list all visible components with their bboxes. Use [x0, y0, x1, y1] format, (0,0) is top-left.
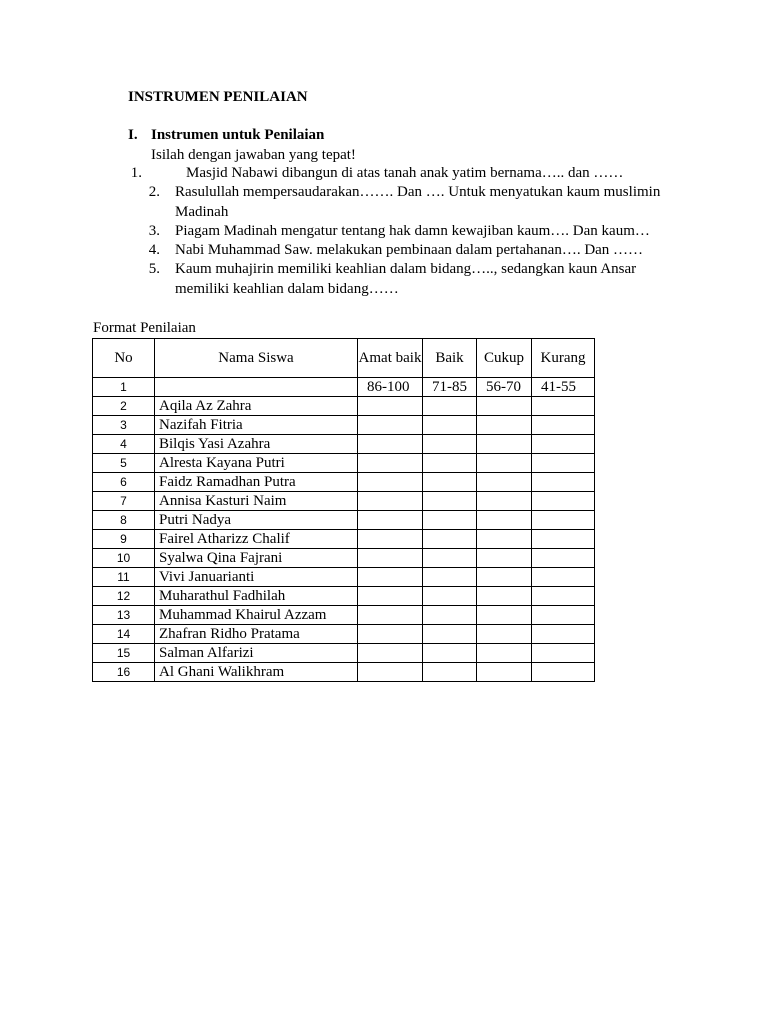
student-name: Salman Alfarizi — [155, 644, 358, 663]
row-number: 2 — [93, 397, 155, 416]
question-text: Nabi Muhammad Saw. melakukan pembinaan dalam pertahanan…. Dan …… — [175, 242, 644, 259]
grade-kurang-cell — [532, 644, 595, 663]
row-number: 8 — [93, 511, 155, 530]
table-row — [93, 397, 595, 416]
grade-kurang-cell — [532, 530, 595, 549]
grade-baik-cell — [423, 644, 477, 663]
grade-amat-baik-cell — [358, 435, 423, 454]
row-number: 16 — [93, 663, 155, 682]
grade-cukup-cell — [477, 435, 532, 454]
grade-amat-baik-cell — [358, 587, 423, 606]
row-number: 6 — [93, 473, 155, 492]
grade-table — [92, 338, 595, 682]
grade-baik-cell — [423, 568, 477, 587]
table-row — [93, 549, 595, 568]
table-row — [93, 530, 595, 549]
student-name: Syalwa Qina Fajrani — [155, 549, 358, 568]
range-baik: 71-85 — [423, 378, 477, 397]
grade-cukup-cell — [477, 663, 532, 682]
grade-amat-baik-cell — [358, 663, 423, 682]
section-heading — [128, 126, 324, 144]
student-name: Fairel Atharizz Chalif — [155, 530, 358, 549]
page-title: INSTRUMEN PENILAIAN — [128, 89, 308, 105]
grade-amat-baik-cell — [358, 530, 423, 549]
grade-cukup-cell — [477, 492, 532, 511]
header-no: No — [93, 339, 155, 378]
grade-baik-cell — [423, 435, 477, 454]
row-number: 5 — [93, 454, 155, 473]
table-row — [93, 473, 595, 492]
grade-kurang-cell — [532, 492, 595, 511]
student-name: Bilqis Yasi Azahra — [155, 435, 358, 454]
grade-kurang-cell — [532, 511, 595, 530]
grade-cukup-cell — [477, 568, 532, 587]
question-text: Kaum muhajirin memiliki keahlian dalam bidang….., sedangkan kaun Ansar memiliki keahlian dalam bidang…… — [175, 261, 637, 297]
row-number: 1 — [93, 378, 155, 397]
range-row — [93, 378, 595, 397]
question-number: 3. — [148, 222, 160, 239]
student-name: Vivi Januarianti — [155, 568, 358, 587]
grade-baik-cell — [423, 397, 477, 416]
section-heading-text: Instrumen untuk Penilaian — [151, 127, 325, 143]
grade-amat-baik-cell — [358, 473, 423, 492]
grade-cukup-cell — [477, 587, 532, 606]
question-item — [0, 241, 768, 260]
table-row — [93, 606, 595, 625]
table-row — [93, 492, 595, 511]
student-name — [155, 378, 358, 397]
range-cukup: 56-70 — [477, 378, 532, 397]
grade-cukup-cell — [477, 530, 532, 549]
row-number: 9 — [93, 530, 155, 549]
grade-amat-baik-cell — [358, 511, 423, 530]
header-kurang: Kurang — [532, 339, 595, 378]
row-number: 3 — [93, 416, 155, 435]
student-name: Aqila Az Zahra — [155, 397, 358, 416]
table-row — [93, 435, 595, 454]
grade-amat-baik-cell — [358, 625, 423, 644]
student-name: Muhammad Khairul Azzam — [155, 606, 358, 625]
table-row — [93, 644, 595, 663]
grade-cukup-cell — [477, 606, 532, 625]
grade-cukup-cell — [477, 549, 532, 568]
grade-baik-cell — [423, 625, 477, 644]
grade-baik-cell — [423, 587, 477, 606]
question-item — [0, 164, 768, 183]
grade-amat-baik-cell — [358, 549, 423, 568]
grade-baik-cell — [423, 473, 477, 492]
grade-kurang-cell — [532, 549, 595, 568]
table-row — [93, 625, 595, 644]
student-name: Alresta Kayana Putri — [155, 454, 358, 473]
question-item — [0, 183, 768, 222]
header-cukup: Cukup — [477, 339, 532, 378]
grade-amat-baik-cell — [358, 568, 423, 587]
grade-kurang-cell — [532, 606, 595, 625]
grade-amat-baik-cell — [358, 454, 423, 473]
row-number: 4 — [93, 435, 155, 454]
grade-kurang-cell — [532, 587, 595, 606]
student-name: Zhafran Ridho Pratama — [155, 625, 358, 644]
question-list — [0, 164, 768, 299]
grade-baik-cell — [423, 549, 477, 568]
range-kurang: 41-55 — [532, 378, 595, 397]
question-number: 1. — [130, 165, 142, 181]
row-number: 15 — [93, 644, 155, 663]
grade-amat-baik-cell — [358, 397, 423, 416]
table-row — [93, 568, 595, 587]
table-row — [93, 587, 595, 606]
header-name: Nama Siswa — [155, 339, 358, 378]
grade-kurang-cell — [532, 568, 595, 587]
row-number: 12 — [93, 587, 155, 606]
grade-baik-cell — [423, 416, 477, 435]
range-amat-baik: 86-100 — [358, 378, 423, 397]
grade-cukup-cell — [477, 397, 532, 416]
grade-baik-cell — [423, 663, 477, 682]
student-name: Muharathul Fadhilah — [155, 587, 358, 606]
grade-cukup-cell — [477, 416, 532, 435]
table-row — [93, 663, 595, 682]
grade-baik-cell — [423, 606, 477, 625]
student-name: Nazifah Fitria — [155, 416, 358, 435]
row-number: 13 — [93, 606, 155, 625]
header-amat-baik: Amat baik — [358, 339, 423, 378]
student-name: Putri Nadya — [155, 511, 358, 530]
question-number: 5. — [148, 261, 160, 278]
grade-cukup-cell — [477, 511, 532, 530]
grade-baik-cell — [423, 454, 477, 473]
section-number: I. — [128, 127, 138, 143]
grade-kurang-cell — [532, 473, 595, 492]
row-number: 10 — [93, 549, 155, 568]
table-row — [93, 511, 595, 530]
grade-kurang-cell — [532, 416, 595, 435]
question-text: Masjid Nabawi dibangun di atas tanah anak yatim bernama….. dan …… — [186, 165, 624, 181]
grade-cukup-cell — [477, 454, 532, 473]
student-name: Al Ghani Walikhram — [155, 663, 358, 682]
grade-kurang-cell — [532, 625, 595, 644]
table-header-row — [93, 339, 595, 378]
grade-kurang-cell — [532, 397, 595, 416]
question-text: Rasulullah mempersaudarakan……. Dan …. Untuk menyatukan kaum muslimin Madinah — [175, 184, 661, 220]
question-item — [0, 260, 768, 299]
row-number: 7 — [93, 492, 155, 511]
instruction-text: Isilah dengan jawaban yang tepat! — [151, 147, 356, 163]
header-baik: Baik — [423, 339, 477, 378]
table-row — [93, 454, 595, 473]
question-item — [0, 222, 768, 241]
grade-baik-cell — [423, 492, 477, 511]
grade-kurang-cell — [532, 435, 595, 454]
grade-amat-baik-cell — [358, 644, 423, 663]
row-number: 14 — [93, 625, 155, 644]
grade-kurang-cell — [532, 663, 595, 682]
format-title: Format Penilaian — [93, 320, 196, 336]
question-number: 4. — [148, 242, 160, 259]
student-name: Annisa Kasturi Naim — [155, 492, 358, 511]
grade-baik-cell — [423, 511, 477, 530]
grade-amat-baik-cell — [358, 416, 423, 435]
table-row — [93, 416, 595, 435]
grade-amat-baik-cell — [358, 606, 423, 625]
grade-baik-cell — [423, 530, 477, 549]
grade-cukup-cell — [477, 644, 532, 663]
question-number: 2. — [148, 184, 160, 201]
student-name: Faidz Ramadhan Putra — [155, 473, 358, 492]
question-text: Piagam Madinah mengatur tentang hak damn kewajiban kaum…. Dan kaum… — [175, 222, 650, 239]
grade-cukup-cell — [477, 473, 532, 492]
grade-amat-baik-cell — [358, 492, 423, 511]
row-number: 11 — [93, 568, 155, 587]
grade-cukup-cell — [477, 625, 532, 644]
grade-kurang-cell — [532, 454, 595, 473]
